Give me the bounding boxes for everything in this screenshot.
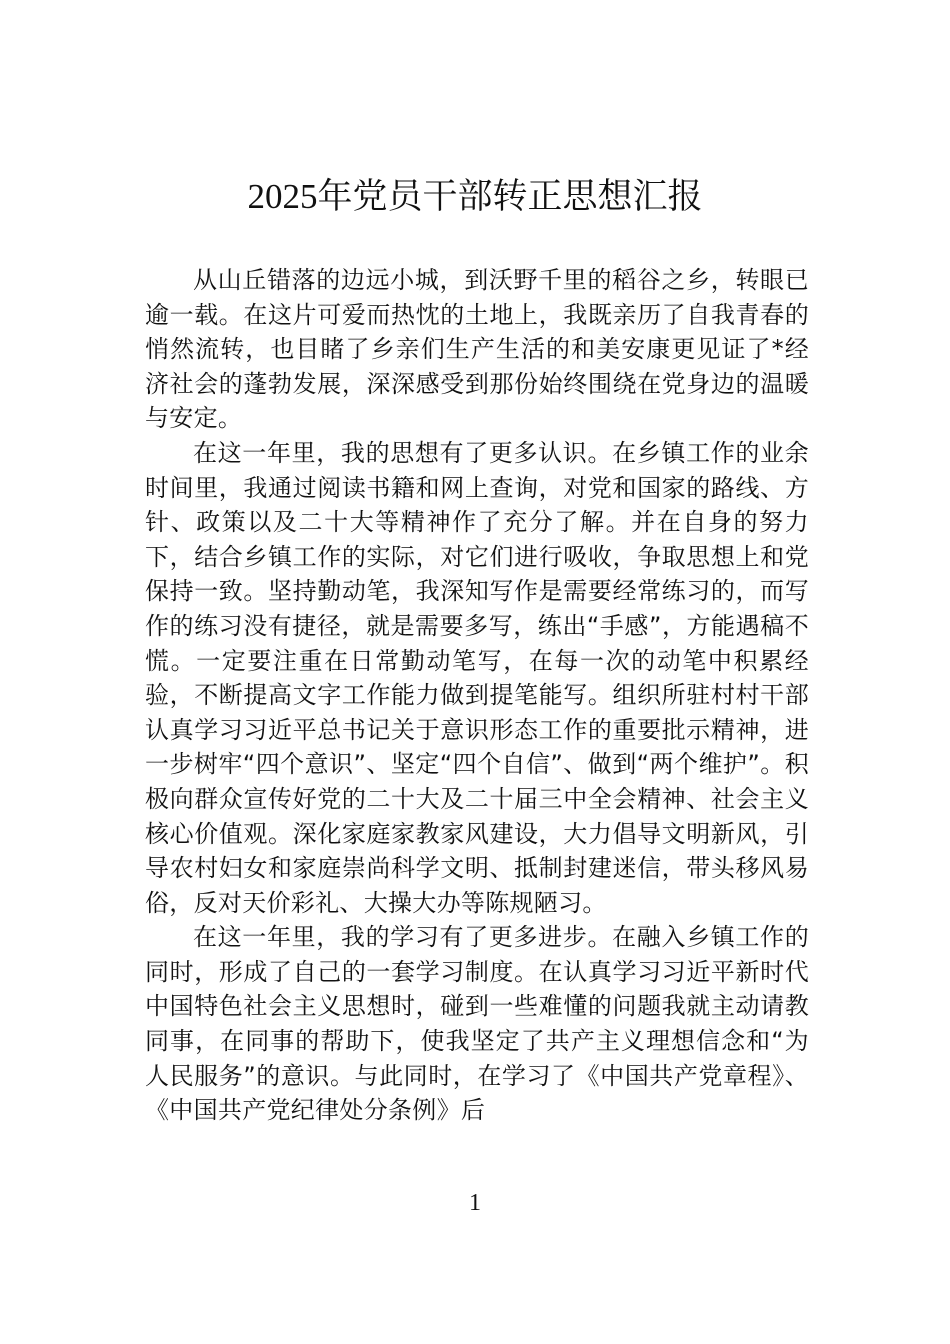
page-number: 1 — [469, 1190, 481, 1216]
paragraph-intro: 从山丘错落的边远小城，到沃野千里的稻谷之乡，转眼已逾一载。在这片可爱而热忱的土地上，我既亲历了自我青春的悄然流转，也目睹了乡亲们生产生活的和美安康更见证了*经济社会的蓬勃发展，深深感受到那份始终围绕在党身边的温暖与安定。 — [145, 266, 809, 433]
paragraph-thought: 在这一年里，我的思想有了更多认识。在乡镇工作的业余时间里，我通过阅读书籍和网上查询，对党和国家的路线、方针、政策以及二十大等精神作了充分了解。并在自身的努力下，结合乡镇工作的实际，对它们进行吸收，争取思想上和党保持一致。坚持勤动笔，我深知写作是需要经常练习的，而写作的练习没有捷径，就是需要多写，练出“手感”，方能遇稿不慌。一定要注重在日常勤动笔写，在每一次的动笔中积累经验，不断提高文字工作能力做到提笔能写。组织所驻村村干部认真学习习近平总书记关于意识形态工作的重要批示精神，进一步树牢“四个意识”、坚定“四个自信”、做到“两个维护”。积极向群众宣传好党的二十大及二十届三中全会精神、社会主义核心价值观。深化家庭家教家风建设，大力倡导文明新风，引导农村妇女和家庭崇尚科学文明、抵制封建迷信，带头移风易俗，反对天价彩礼、大操大办等陈规陋习。 — [145, 438, 809, 917]
document-title — [0, 172, 950, 222]
document-body — [145, 263, 809, 1128]
title-text: 年党员干部转正思想汇报 — [317, 177, 703, 217]
paragraph-study: 在这一年里，我的学习有了更多进步。在融入乡镇工作的同时，形成了自己的一套学习制度。在认真学习习近平新时代中国特色社会主义思想时，碰到一些难懂的问题我就主动请教同事，在同事的帮助下，使我坚定了共产主义理想信念和“为人民服务”的意识。与此同时，在学习了《中国共产党章程》、《中国共产党纪律处分条例》后 — [145, 923, 809, 1125]
title-year: 2025 — [247, 177, 318, 216]
